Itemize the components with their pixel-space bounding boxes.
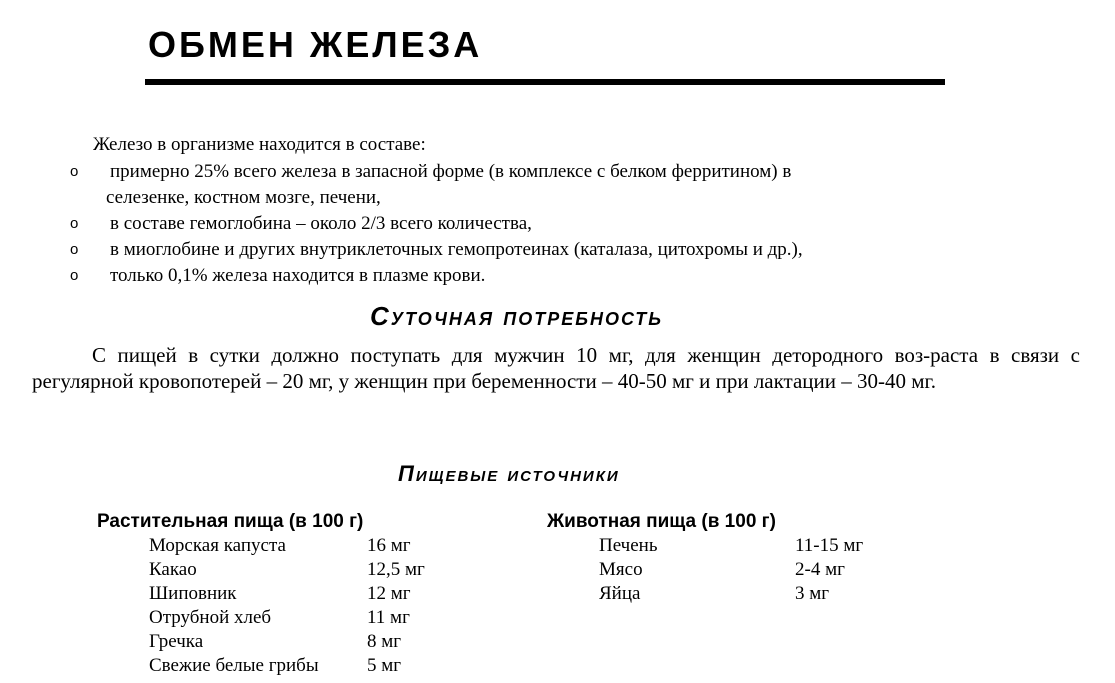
iron-amount: 2-4 мг [795, 559, 845, 580]
daily-need-heading: Суточная потребность [370, 301, 664, 331]
iron-amount: 11-15 мг [795, 535, 864, 556]
food-sources-heading: Пищевые источники [398, 461, 620, 486]
iron-amount: 3 мг [795, 583, 830, 604]
bullet-icon: o [70, 241, 79, 258]
title-underline [145, 79, 945, 85]
list-item-text-continued: селезенке, костном мозге, печени, [106, 187, 381, 208]
list-item [70, 263, 970, 289]
table-row [97, 534, 425, 558]
list-item-text: только 0,1% железа находится в плазме крови. [110, 265, 486, 286]
list-item-text: примерно 25% всего железа в запасной форме (в комплексе с белком ферритином) в [110, 161, 792, 182]
food-name: Мясо [599, 559, 643, 580]
food-name: Печень [599, 535, 658, 556]
page-title: ОБМЕН ЖЕЛЕЗА [148, 24, 483, 65]
food-name: Какао [149, 559, 197, 580]
animal-food-table [547, 534, 863, 606]
iron-amount: 5 мг [367, 655, 402, 676]
plant-food-table [97, 534, 425, 678]
table-row [97, 630, 425, 654]
composition-intro: Железо в организме находится в составе: [93, 134, 426, 155]
table-row [97, 582, 425, 606]
table-row [547, 558, 863, 582]
plant-food-header: Растительная пища (в 100 г) [97, 511, 364, 532]
iron-amount: 8 мг [367, 631, 402, 652]
bullet-icon: o [70, 267, 79, 284]
list-item [70, 237, 970, 263]
list-item-text: в миоглобине и других внутриклеточных гемопротеинах (каталаза, цитохромы и др.), [110, 239, 803, 260]
table-row [547, 534, 863, 558]
iron-amount: 16 мг [367, 535, 411, 556]
plant-food-column [97, 510, 425, 678]
animal-food-header: Животная пища (в 100 г) [547, 511, 776, 532]
table-row [97, 654, 425, 678]
table-row [97, 606, 425, 630]
bullet-icon: o [70, 163, 79, 180]
food-name: Яйца [599, 583, 641, 604]
table-row [547, 582, 863, 606]
food-name: Свежие белые грибы [149, 655, 319, 676]
food-name: Морская капуста [149, 535, 286, 556]
table-row [97, 558, 425, 582]
iron-amount: 12,5 мг [367, 559, 425, 580]
food-name: Отрубной хлеб [149, 607, 272, 628]
animal-food-column [547, 510, 863, 606]
list-item [70, 211, 970, 237]
list-item-text: в составе гемоглобина – около 2/3 всего количества, [110, 213, 532, 234]
list-item [70, 159, 970, 211]
daily-need-paragraph: С пищей в сутки должно поступать для мужчин 10 мг, для женщин детородного воз-раста в связи с регулярной кровопотерей – 20 мг, у женщин при беременности – 40-50 мг и при лактации – 30-40 мг. [32, 343, 1080, 393]
iron-amount: 12 мг [367, 583, 411, 604]
bullet-icon: o [70, 215, 79, 232]
food-name: Шиповник [149, 583, 237, 604]
iron-amount: 11 мг [367, 607, 410, 628]
composition-list [70, 159, 970, 289]
food-name: Гречка [149, 631, 204, 652]
